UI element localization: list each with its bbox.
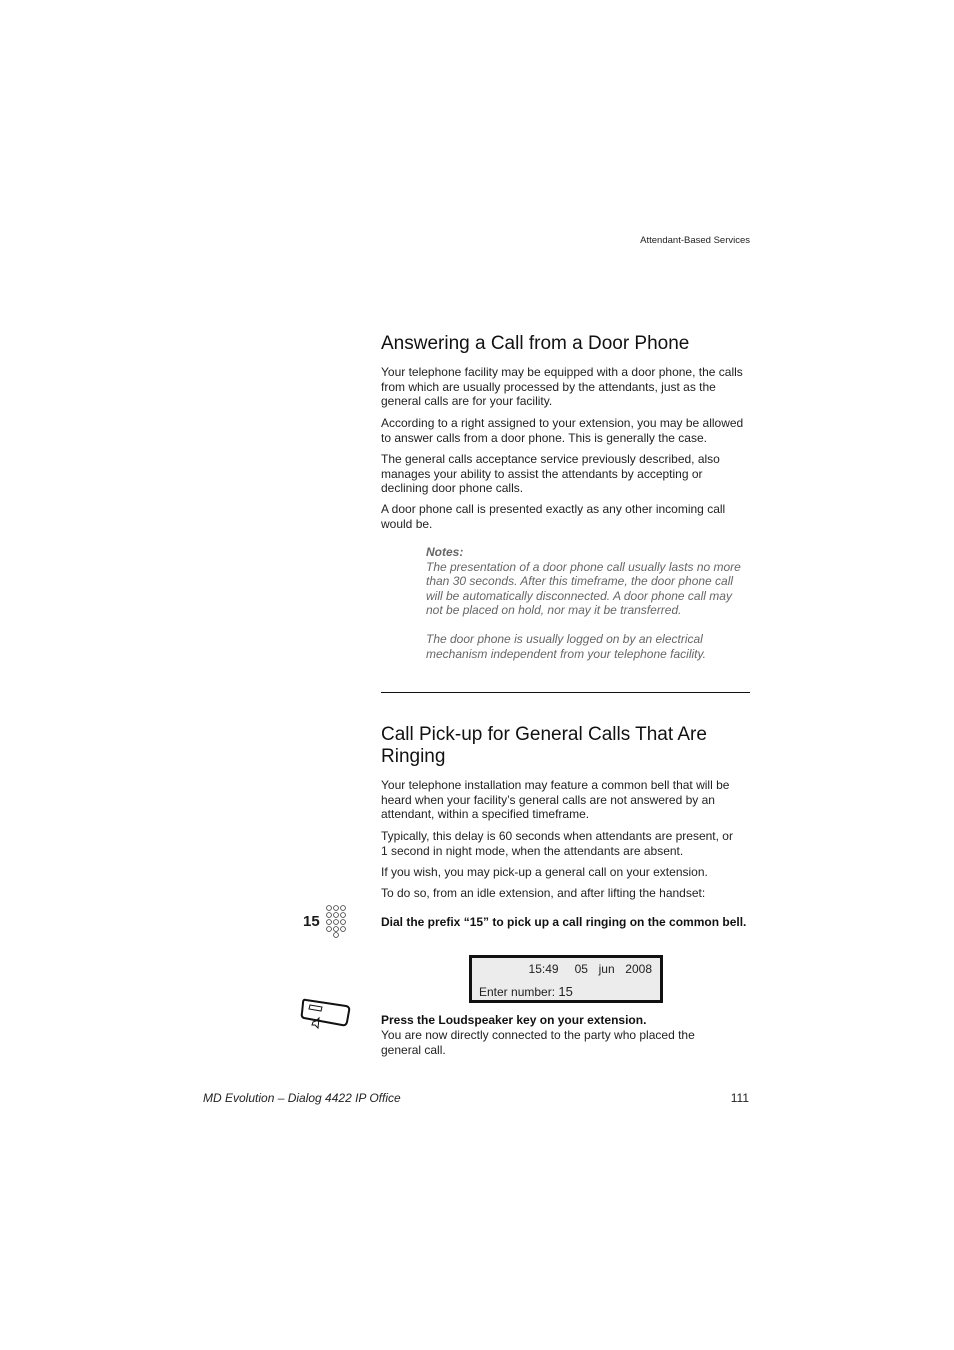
paragraph: Your telephone facility may be equipped with a door phone, the calls from which are usually processed by the attendants, just as the general calls are for your facility. bbox=[381, 365, 743, 408]
dial-prefix-label: 15 bbox=[303, 913, 320, 930]
display-number: 15 bbox=[558, 984, 573, 999]
keypad-icon bbox=[324, 903, 352, 939]
step-detail: You are now directly connected to the party who placed the general call. bbox=[381, 1028, 695, 1057]
step-instruction-loudspeaker: Press the Loudspeaker key on your extension. bbox=[381, 1013, 647, 1027]
paragraph: According to a right assigned to your extension, you may be allowed to answer calls from a door phone. This is generally the case. bbox=[381, 416, 744, 445]
section-divider bbox=[381, 692, 750, 693]
paragraph: Your telephone installation may feature a common bell that will be heard when your facility’s general calls are not answered by an attendant, within a specified timeframe. bbox=[381, 778, 730, 821]
paragraph: Typically, this delay is 60 seconds when attendants are present, or 1 second in night mode, when the attendants are absent. bbox=[381, 829, 733, 858]
note-item: The presentation of a door phone call usually lasts no more than 30 seconds. After this timeframe, the door phone call will be automatically disconnected. A door phone call may not be placed on hold, nor may it be transferred. bbox=[426, 559, 741, 617]
section-title-door-phone: Answering a Call from a Door Phone bbox=[381, 333, 690, 354]
paragraph: If you wish, you may pick-up a general call on your extension. bbox=[381, 865, 708, 879]
phone-display bbox=[469, 955, 663, 1003]
running-header: Attendant-Based Services bbox=[640, 235, 750, 246]
display-date: 05 jun 2008 bbox=[574, 962, 652, 976]
notes-box bbox=[426, 545, 751, 661]
display-prompt-line bbox=[479, 984, 573, 999]
paragraph: The general calls acceptance service previously described, also manages your ability to assist the attendants by accepting or declining door phone calls. bbox=[381, 452, 720, 495]
page-number: 111 bbox=[730, 1091, 749, 1105]
notes-label: Notes: bbox=[426, 545, 464, 559]
display-prompt: Enter number: bbox=[479, 985, 556, 999]
section-title-call-pickup: Call Pick-up for General Calls That Are Ringing bbox=[381, 724, 707, 767]
footer-document-title: MD Evolution – Dialog 4422 IP Office bbox=[203, 1091, 401, 1105]
display-time: 15:49 bbox=[528, 962, 559, 976]
paragraph: A door phone call is presented exactly as any other incoming call would be. bbox=[381, 502, 726, 531]
paragraph: To do so, from an idle extension, and after lifting the handset: bbox=[381, 886, 706, 900]
display-datetime bbox=[529, 962, 652, 976]
step-instruction-dial: Dial the prefix “15” to pick up a call ringing on the common bell. bbox=[381, 915, 747, 929]
note-item: The door phone is usually logged on by an electrical mechanism independent from your telephone facility. bbox=[426, 632, 706, 661]
loudspeaker-key-icon bbox=[300, 996, 352, 1032]
